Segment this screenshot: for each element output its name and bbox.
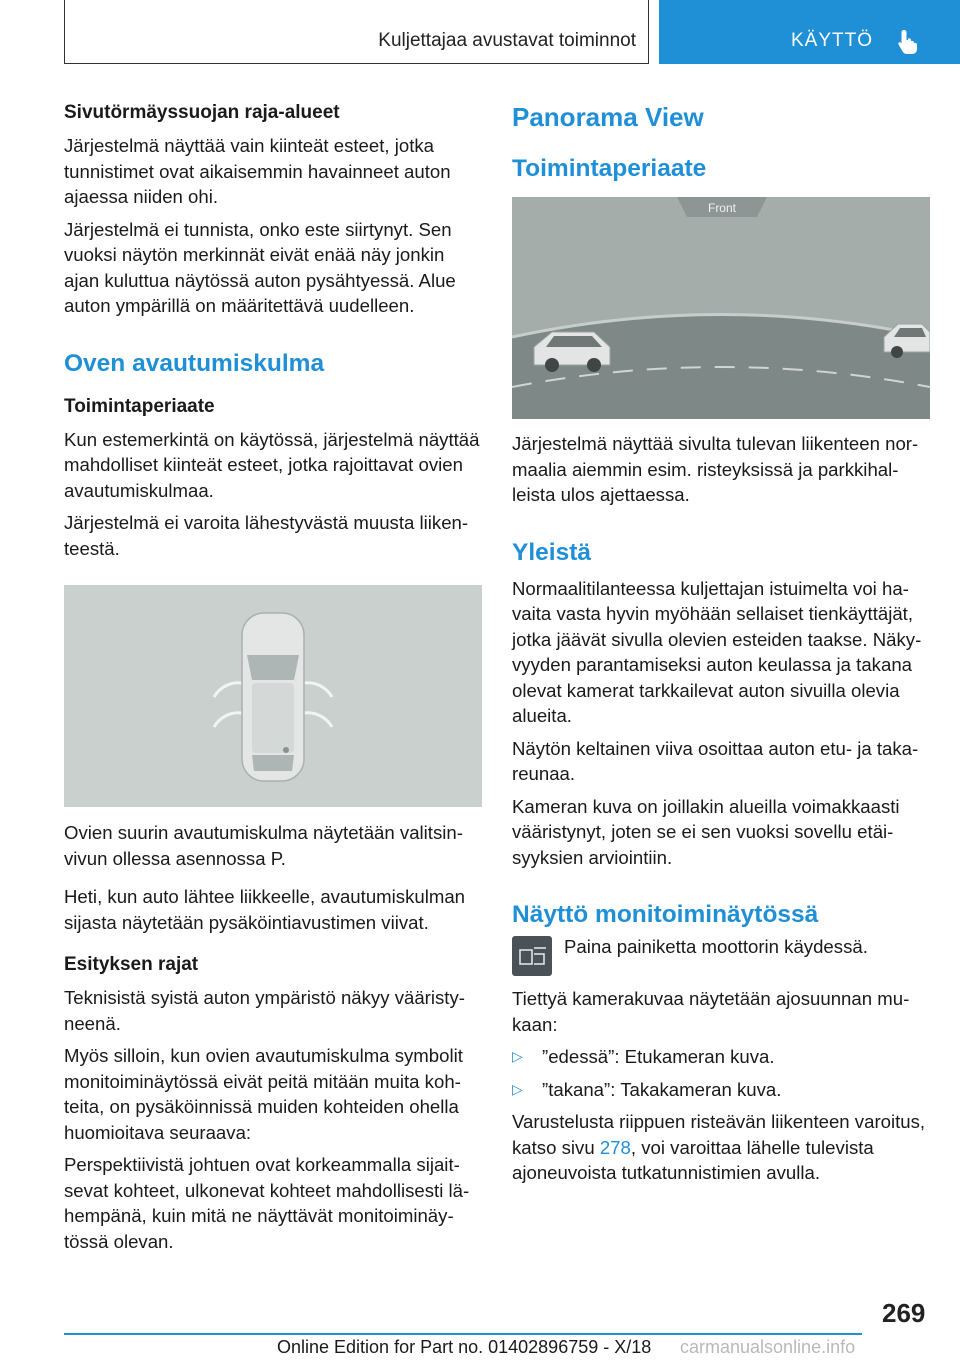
- paragraph: Järjestelmä ei varoita lähestyvästä muusta liikenteestä.: [64, 512, 469, 559]
- subheading-general: Yleistä: [512, 538, 591, 566]
- paragraph: Järjestelmä ei tunnista, onko este siirtynyt. Sen vuoksi näytön merkinnät eivät enää näy jonkin ajan kuluttua näytössä auton pysähtyessä. Alue auton ympärillä on määritettävä uudelleen.: [64, 218, 456, 316]
- car-topview-illustration: [64, 585, 482, 807]
- right-column: [512, 100, 930, 1186]
- subheading-principle: Toimintaperiaate: [64, 395, 215, 417]
- chapter-title: KÄYTTÖ: [791, 30, 874, 51]
- triangle-bullet-icon: ▷: [512, 1080, 523, 1097]
- panorama-camera-illustration: [512, 197, 930, 419]
- camera-view-button-icon: [512, 936, 552, 976]
- edition-info: Online Edition for Part no. 01402896759 - X/18: [277, 1337, 652, 1357]
- figure-caption: Heti, kun auto lähtee liikkeelle, avautumiskulman sijasta näytetään pysäköintiavustimen viivat.: [64, 886, 466, 933]
- triangle-bullet-icon: ▷: [512, 1048, 523, 1064]
- panorama-figure: [512, 197, 930, 419]
- button-instruction-text: Paina painiketta moottorin käydessä.: [564, 936, 868, 957]
- paragraph-with-link: [512, 1109, 930, 1186]
- hand-pointer-icon: [896, 28, 922, 56]
- button-instruction-row: [512, 936, 930, 976]
- paragraph: Järjestelmä näyttää sivulta tulevan liikenteen normaalia aiemmin esim. risteyksissä ja parkkihalleista ulos ajettaessa.: [512, 433, 919, 505]
- paragraph: Järjestelmä näyttää vain kiinteät esteet, jotka tunnistimet ovat aikaisemmin havainneet auton ajaessa niiden ohi.: [64, 135, 451, 207]
- section-heading-limits: Esityksen rajat: [64, 954, 199, 975]
- paragraph: Kun estemerkintä on käytössä, järjestelmä näyttää mahdolliset kiinteät esteet, jotka rajoittavat ovien avautumiskulmaa.: [64, 428, 480, 501]
- page-number: 269: [882, 1298, 926, 1328]
- paragraph: Tiettyä kamerakuvaa näytetään ajosuunnan mukaan:: [512, 988, 910, 1035]
- door-angle-figure: [64, 585, 482, 807]
- paragraph-text: , voi varoittaa lähelle tulevista ajoneuvoista tutkatunnistimien avulla.: [512, 1136, 874, 1183]
- subheading-principle: Toimintaperiaate: [512, 155, 707, 182]
- front-label: Front: [707, 201, 737, 215]
- left-column: [64, 100, 482, 1254]
- paragraph: Normaalitilanteessa kuljettajan istuimelta voi havaita vasta hyvin myöhään sellaiset tienkäyttäjät, jotka jäävät sivulla olevien esteiden taakse. Näkyvyyden parantamiseksi auton keulassa ja takana olevat kamerat tarkkailevat auton sivuilla olevia alueita.: [512, 577, 922, 726]
- paragraph-text: Varustelusta riippuen risteävän liikenteen varoitus, katso sivu: [512, 1111, 926, 1158]
- paragraph: Perspektiivistä johtuen ovat korkeammalla sijaitsevat kohteet, ulkonevat kohteet mahdollisesti lähempänä, kuin mitä ne näyttävät monitoiminäytössä olevan.: [64, 1154, 470, 1252]
- subheading-display: Näyttö monitoiminäytössä: [512, 901, 819, 928]
- list-item-text: ”edessä”: Etukameran kuva.: [542, 1046, 775, 1067]
- paragraph: Kameran kuva on joillakin alueilla voimakkaasti vääristynyt, joten se ei sen vuoksi sovellu etäisyyksien arviointiin.: [512, 795, 900, 868]
- section-title: Kuljettajaa avustavat toiminnot: [378, 30, 636, 51]
- paragraph: Näytön keltainen viiva osoittaa auton etu- ja takareunaa.: [512, 737, 919, 784]
- list-item-text: ”takana”: Takakameran kuva.: [542, 1078, 782, 1100]
- header-section-box: [64, 0, 649, 64]
- page-title-panorama-view: Panorama View: [512, 102, 704, 132]
- figure-caption: Ovien suurin avautumiskulma näytetään valitsinvivun ollessa asennossa P.: [64, 822, 463, 869]
- list-item: [512, 1077, 930, 1103]
- page-link-278[interactable]: 278: [599, 1136, 631, 1158]
- paragraph: Myös silloin, kun ovien avautumiskulma symbolit monitoiminäytössä eivät peitä mitään muita kohteita, on pysäköinnissä muiden kohteiden ohella huomioitava seuraava:: [64, 1045, 463, 1143]
- list-item: [512, 1044, 930, 1070]
- footer-divider: [64, 1333, 862, 1335]
- watermark: carmanualsonline.info: [680, 1337, 856, 1357]
- header-chapter-tab: [659, 0, 960, 64]
- section-heading-side-protection: Sivutörmäyssuojan raja-alueet: [64, 102, 340, 123]
- section-heading-door-angle: Oven avautumiskulma: [64, 349, 325, 377]
- paragraph: Teknisistä syistä auton ympäristö näkyy vääristyneenä.: [64, 987, 465, 1034]
